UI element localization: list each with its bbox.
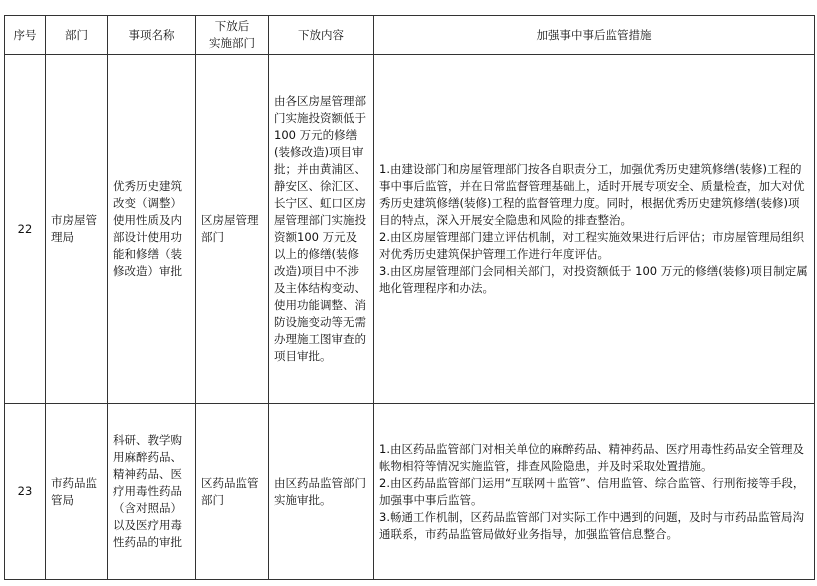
header-measures: 加强事中事后监管措施 <box>374 16 815 55</box>
measure-item: 3.畅通工作机制，区药品监管部门对实际工作中遇到的问题，及时与市药品监管局沟通联系，市药品监管局做好业务指导，加强监管信息整合。 <box>379 509 804 541</box>
measure-item: 1.由区药品监管部门对相关单位的麻醉药品、精神药品、医疗用毒性药品安全管理及帐物相符等情况实施监管，排查风险隐患，并及时采取处置措施。 <box>379 441 804 473</box>
header-content: 下放内容 <box>269 16 374 55</box>
row-content: 由各区房屋管理部门实施投资额低于 100 万元的修缮(装修改造)项目审批；并由黄浦区、静安区、徐汇区、长宁区、虹口区房屋管理部门实施投资额100 万元及以上的修缮(装修改造)项目中不涉及主体结构变动、使用功能调整、消防设施变动等无需办理施工图审查的项目审批。 <box>269 55 374 404</box>
row-measures <box>374 404 815 580</box>
row-item-name: 科研、教学购用麻醉药品、精神药品、医疗用毒性药品（含对照品）以及医疗用毒性药品的审批 <box>108 404 196 580</box>
measure-item: 1.由建设部门和房屋管理部门按各自职责分工，加强优秀历史建筑修缮(装修)工程的事中事后监管，并在日常监督管理基础上，适时开展专项安全、质量检查，加大对优秀历史建筑修缮(装修)工程的监督管理力度。同时，根据优秀历史建筑修缮(装修)项目的特点，深入开展安全隐患和风险的排查整治。 <box>379 162 805 227</box>
row-item-name: 优秀历史建筑改变（调整）使用性质及内部设计使用功能和修缮（装修改造）审批 <box>108 55 196 404</box>
row-dept: 市药品监管局 <box>46 404 108 580</box>
measure-item: 2.由区房屋管理部门建立评估机制，对工程实施效果进行后评估；市房屋管理局组织对优秀历史建筑保护管理工作进行年度评估。 <box>379 230 804 261</box>
measure-item: 3.由区房屋管理部门会同相关部门，对投资额低于 100 万元的修缮(装修)项目制定属地化管理程序和办法。 <box>379 264 808 295</box>
row-dept: 市房屋管理局 <box>46 55 108 404</box>
header-impl-dept <box>196 16 269 55</box>
row-impl-dept: 区药品监管部门 <box>196 404 269 580</box>
row-impl-dept: 区房屋管理部门 <box>196 55 269 404</box>
row-index: 23 <box>5 404 46 580</box>
header-dept: 部门 <box>46 16 108 55</box>
header-row <box>5 16 815 55</box>
header-index: 序号 <box>5 16 46 55</box>
measure-item: 2.由区药品监管部门运用“互联网＋监管”、信用监管、综合监管、行刑衔接等手段，加强事中事后监管。 <box>379 475 805 507</box>
row-content: 由区药品监管部门实施审批。 <box>269 404 374 580</box>
table-row <box>5 404 815 580</box>
table-row <box>5 55 815 404</box>
row-index: 22 <box>5 55 46 404</box>
row-measures <box>374 55 815 404</box>
header-item-name: 事项名称 <box>108 16 196 55</box>
measures-table <box>4 15 815 580</box>
header-impl-dept-line2: 实施部门 <box>209 36 255 50</box>
header-impl-dept-line1: 下放后 <box>214 19 250 33</box>
